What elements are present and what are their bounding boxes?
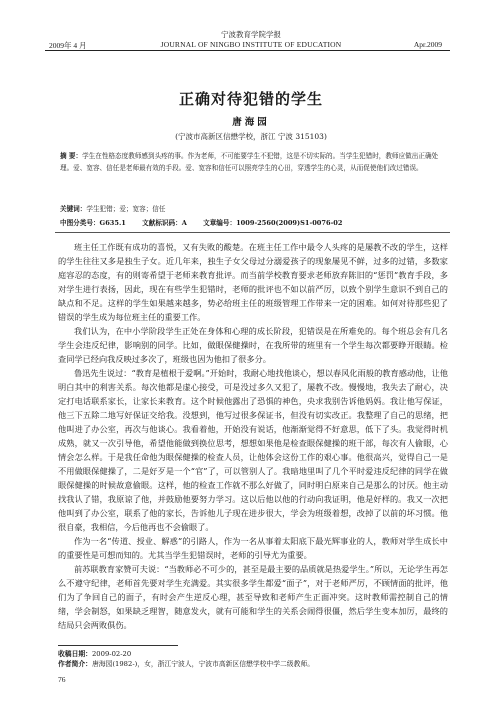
body-paragraph: 作为一名“传道、授业、解惑”的引路人，作为一名从事着太阳底下最光辉事业的人，教师对学生成长中的重要性是可想而知的。尤其当学生犯错误时，老师的引导尤为重要。 [58, 536, 448, 560]
received-date [58, 649, 448, 659]
document-code: 文献标识码：A [142, 219, 187, 227]
header-rule [45, 50, 450, 51]
journal-title-en: JOURNAL OF NINGBO INSTITUTE OF EDUCATION [160, 40, 342, 49]
keywords-label: 关键词： [60, 205, 87, 213]
header-date-right: Apr.2009 [413, 40, 442, 49]
keywords [60, 204, 447, 214]
article-title: 正确对待犯错的学生 [178, 90, 323, 108]
author-bio [58, 659, 448, 669]
article-number: 文章编号：1009-2560(2009)S1-0076-02 [203, 219, 343, 227]
keywords-text: 学生犯错；爱；宽容；信任 [86, 205, 166, 213]
clc-number: 中图分类号：G635.1 [60, 219, 126, 227]
body-paragraph: 鲁迅先生说过：“教育是植根于爱啊。”开始时，我耐心地找他谈心，想以春风化雨般的教育感动他，让他明白其中的利害关系。每次他都是虚心接受，可是没过多久又犯了，屡教不改。慢慢地，我失去了耐心，决定打电话联系家长，让家长来教育。这个时候他露出了恐惧的神色，央求我别告诉他妈妈。我让他写保证，他三下五除二地写好保证交给我。没想到，他写过很多保证书，但没有切实改正。我整理了自己的思绪，把他叫进了办公室，再次与他谈心。我看着他，开始没有说话，他渐渐觉得不好意思，低下了头。我觉得时机成熟，就又一次引导他，希望他能做到换位思考，想想如果他是检查眼保健操的班干部，每次有人偷眼，心情会怎么样。于是我任命他为眼保健操的检查人员，让他体会这份工作的艰心事。他很高兴，觉得自己一是不用做眼保健操了，二是好歹是一个“官”了，可以管别人了。我暗地里叫了几个平时爱违反纪律的同学在做眼保健操的时候故意偷眼。这样，他的检查工作就不那么好做了，同时明白原来自己是那么的讨厌。他主动找我认了错，我原谅了他，并鼓励他要努力学习。这以后他以他的行动向我证明，他是好样的。我又一次把他叫到了办公室，联系了他的家长，告诉他儿子现在进步很大，学会为班级着想，改掉了以前的坏习惯。他很自豪，我相信，今后他再也不会偷眼了。 [58, 368, 448, 532]
abstract-label: 摘 要： [60, 152, 83, 160]
section-divider [55, 232, 450, 233]
journal-title-cn: 宁波教育学院学报 [221, 30, 281, 39]
body-paragraph: 我们认为，在中小学阶段学生正处在身体和心理的成长阶段，犯错误是在所难免的。每个班总会有几名学生会违反纪律，影响别的同学。比如，做眼保健操时，在我所带的班里有一个学生每次都要睁开眼睛。检查同学已经向我反映过多次了，班级也因为他扣了很多分。 [58, 326, 448, 364]
author-bio-label: 作者简介： [58, 660, 92, 668]
author-affiliation: (宁波市高新区信懋学校，浙江 宁波 315103) [175, 132, 327, 141]
abstract-text: 学生在性格态度教师感到头疼的事。作为老师，不可能要学生不犯错，这是不切实际的。当学生犯错时，教师应做出正确处理。爱、宽容、信任是老师最有效的手段。爱、宽容和信任可以照亮学生的心田，穿透学生的心灵，从而促使他们改过错误。 [60, 152, 439, 172]
abstract [60, 151, 447, 174]
article-author: 唐海园 [232, 117, 270, 128]
body-paragraph: 前苏联教育家赞可夫说：“当教师必不可少的，甚至是最主要的品质就是热爱学生。”所以，无论学生再怎么不遵守纪律，老师首先要对学生充满爱。其实很多学生都爱“面子”，对于老师严厉，不顾情面的批评，他们为了争回自己的面子，有时会产生逆反心理，甚至导致和老师产生正面冲突。这时教师需控制自己的情绪，学会制怒，如果缺乏理智，随意发火，就有可能和学生的关系会闹得很僵，然后学生变本加厉，最终的结局只会两败俱伤。 [58, 564, 448, 630]
author-bio-text: 唐海园(1982-)，女，浙江宁波人，宁波市高新区信懋学校中学二级教师。 [91, 660, 314, 668]
page-number: 76 [58, 675, 66, 684]
received-label: 收稿日期： [58, 650, 92, 658]
footnote-rule [58, 645, 178, 646]
received-value: 2009-02-20 [91, 650, 132, 658]
body-paragraph: 班主任工作既有成功的喜悦，又有失败的酸楚。在班主任工作中最令人头疼的是屡教不改的学生，这样的学生往往又多是独生子女。近几年来，独生子女父母过分溺爱孩子的现象屡见不鲜，过多的过错，多数家庭容忍的态度，有的则寄希望于老师来教育批评。而当前学校教育要求老师放弃陈旧的“惩罚”教育手段，多对学生进行表扬，因此，现在有些学生犯错时，老师的批评也不如以前严厉，以致个别学生意识不到自己的缺点和不足。这样的学生如果越来越多，势必给班主任的班级管理工作带来一定的困难。如何对待那些犯了错误的学生成为每位班主任的重要工作。 [58, 242, 448, 322]
classification-line [60, 218, 447, 228]
article-body [58, 240, 448, 632]
header-date-left: 2009年 4 月 [49, 41, 87, 50]
